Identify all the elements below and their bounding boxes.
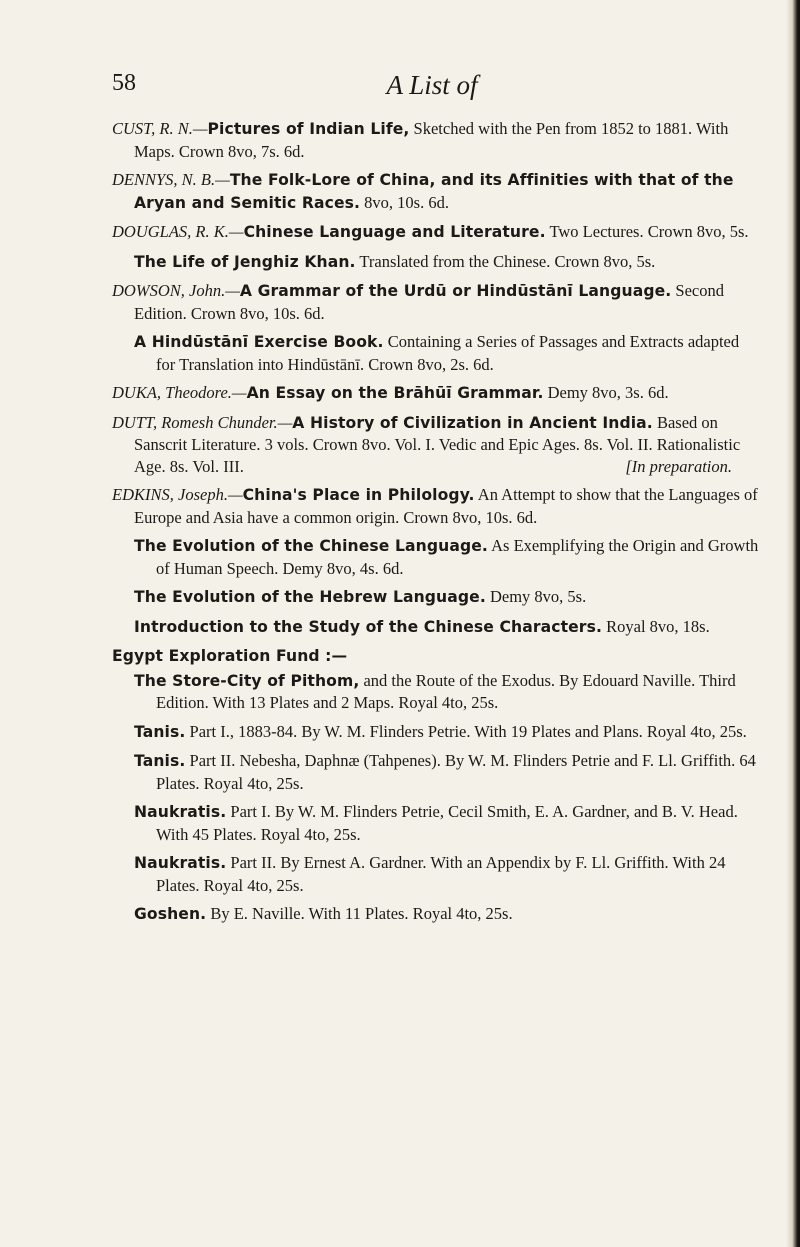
egypt-fund-heading: Egypt Exploration Fund :—: [112, 647, 348, 665]
entry-details: Second Edition. Crown 8vo, 10s. 6d.: [134, 281, 724, 323]
catalogue-entry: [112, 251, 762, 274]
entry-title: Introduction to the Study of the Chinese Characters.: [134, 617, 603, 636]
catalogue-list: [112, 118, 762, 933]
catalogue-entry: [112, 670, 762, 714]
entry-title: Naukratis.: [134, 803, 227, 821]
entry-title: A History of Civilization in Ancient India.: [292, 413, 653, 432]
entry-details: By E. Naville. With 11 Plates. Royal 4to, 25s.: [206, 904, 513, 923]
entry-title: A Grammar of the Urdū or Hindūstānī Language.: [239, 282, 672, 300]
entry-title: Chinese Language and Literature.: [243, 223, 546, 241]
catalogue-entry: [112, 586, 762, 609]
entry-details: Demy 8vo, 5s.: [485, 587, 587, 606]
preparation-note: [In preparation.: [625, 456, 732, 476]
entry-details: Demy 8vo, 3s. 6d.: [543, 383, 669, 402]
page-edge-shadow: [786, 0, 800, 1247]
entry-details: Translated from the Chinese. Crown 8vo, 5s.: [355, 251, 656, 271]
entry-author: EDKINS, Joseph.—: [112, 485, 243, 504]
entry-title: Tanis.: [134, 752, 186, 770]
running-title: A List of: [386, 70, 478, 100]
page-header: [112, 70, 752, 110]
catalogue-entry: [112, 750, 762, 794]
entry-title: A Hindūstānī Exercise Book.: [134, 333, 384, 351]
catalogue-entry: [112, 412, 762, 478]
entry-title: The Life of Jenghiz Khan.: [134, 252, 356, 271]
entry-author: DUTT, Romesh Chunder.—: [112, 412, 293, 432]
entry-details: and the Route of the Exodus. By Edouard Naville. Third Edition. With 13 Plates and 2 Maps. Royal 4to, 25s.: [156, 670, 736, 712]
entry-details: An Attempt to show that the Languages of Europe and Asia have a common origin. Crown 8vo, 10s. 6d.: [134, 485, 758, 527]
catalogue-entry: [112, 616, 762, 639]
entry-title: The Evolution of the Chinese Language.: [134, 537, 488, 555]
catalogue-entry: [112, 801, 762, 845]
entry-title: Tanis.: [134, 722, 186, 741]
entry-author: DOWSON, John.—: [112, 281, 240, 300]
entry-title: Naukratis.: [134, 854, 227, 872]
section-heading: [112, 645, 762, 668]
entry-details: Part I. By W. M. Flinders Petrie, Cecil Smith, E. A. Gardner, and B. V. Head. With 45 Plates. Royal 4to, 25s.: [156, 802, 738, 844]
entry-title: Pictures of Indian Life,: [207, 120, 410, 138]
entry-details: As Exemplifying the Origin and Growth of Human Speech. Demy 8vo, 4s. 6d.: [156, 536, 759, 578]
catalogue-entry: [112, 535, 762, 579]
catalogue-entry: [112, 118, 762, 162]
catalogue-entry: [112, 169, 762, 214]
entry-details: Part II. Nebesha, Daphnæ (Tahpenes). By W. M. Flinders Petrie and F. Ll. Griffith. 64 Plates. Royal 4to, 25s.: [156, 751, 756, 793]
entry-title: Goshen.: [134, 905, 207, 923]
catalogue-entry: [112, 903, 762, 926]
entry-title: The Evolution of the Hebrew Language.: [134, 588, 486, 606]
entry-title: The Store-City of Pithom,: [134, 671, 360, 690]
entry-author: DENNYS, N. B.—: [112, 170, 230, 189]
entry-details: Part I., 1883-84. By W. M. Flinders Petrie. With 19 Plates and Plans. Royal 4to, 25s.: [185, 721, 747, 741]
catalogue-entry: [112, 331, 762, 375]
entry-details: Part II. By Ernest A. Gardner. With an Appendix by F. Ll. Griffith. With 24 Plates. Royal 4to, 25s.: [156, 853, 726, 895]
entry-author: CUST, R. N.—: [112, 119, 208, 138]
catalogue-entry: [112, 484, 762, 528]
entry-details: Two Lectures. Crown 8vo, 5s.: [545, 222, 749, 241]
entry-details: Based on Sanscrit Literature. 3 vols. Crown 8vo. Vol. I. Vedic and Epic Ages. 8s. Vol. II. Rationalistic Age. 8s. Vol. III.: [134, 412, 741, 476]
catalogue-entry: [112, 280, 762, 324]
entry-title: China's Place in Philology.: [242, 486, 475, 504]
entry-details: 8vo, 10s. 6d.: [360, 192, 449, 212]
entry-details: Royal 8vo, 18s.: [602, 616, 710, 636]
catalogue-entry: [112, 721, 762, 744]
entry-title: An Essay on the Brāhūī Grammar.: [246, 384, 544, 402]
page-number: 58: [112, 70, 136, 96]
entry-title: The Folk-Lore of China, and its Affinities with that of the Aryan and Semitic Races.: [134, 171, 734, 212]
catalogue-entry: [112, 382, 762, 405]
entry-author: DOUGLAS, R. K.—: [112, 222, 244, 241]
entry-author: DUKA, Theodore.—: [112, 383, 247, 402]
catalogue-entry: [112, 221, 762, 244]
entry-details: Containing a Series of Passages and Extracts adapted for Translation into Hindūstānī. Crown 8vo, 2s. 6d.: [156, 332, 740, 374]
catalogue-entry: [112, 852, 762, 896]
entry-details: Sketched with the Pen from 1852 to 1881. With Maps. Crown 8vo, 7s. 6d.: [134, 119, 729, 161]
